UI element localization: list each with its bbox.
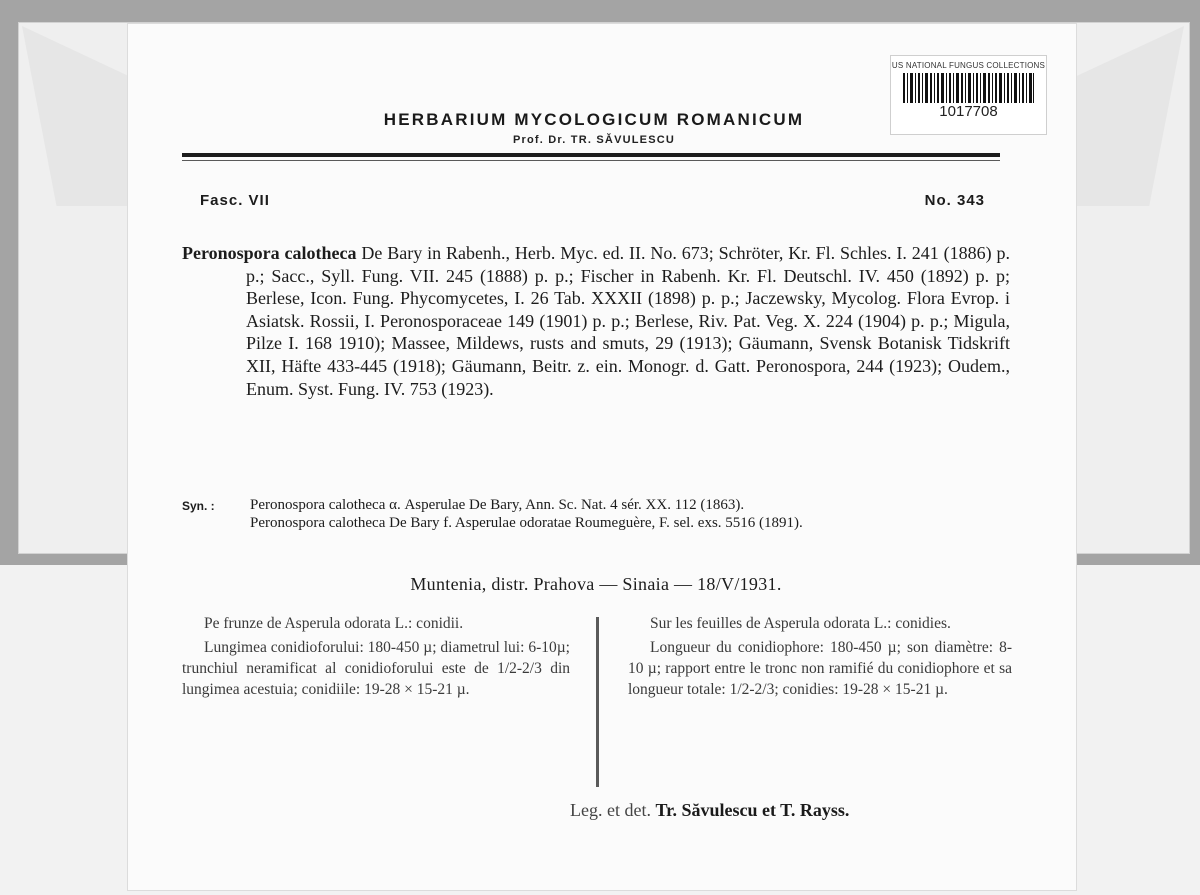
species-citation — [182, 242, 1010, 400]
header-rule-thick — [182, 153, 1000, 157]
herbarium-director: Prof. Dr. TR. SĂVULESCU — [512, 134, 676, 146]
header-rule-thin — [182, 160, 1000, 161]
fascicle-label: Fasc. VII — [200, 192, 270, 209]
specimen-number: No. 343 — [924, 192, 985, 209]
synonyms-label: Syn. : — [182, 499, 215, 513]
collector-prefix: Leg. et det. — [570, 800, 651, 820]
collector-line — [570, 800, 1010, 821]
romanian-description — [182, 613, 570, 700]
citation-text: De Bary in Rabenh., Herb. Myc. ed. II. No. 673; Schröter, Kr. Fl. Schles. I. 241 (1886) p. p.; Sacc., Syll. Fung. VII. 245 (1888) p. p.; Fischer in Rabenh. Kr. Fl. Deutschl. IV. 450 (1892) p. p; Berlese, Icon. Fung. Phycomycetes, I. 26 Tab. XXXII (1898) p. p.; Jaczewsky, Mycolog. Flora Evrop. i Asiatsk. Rossii, I. Peronosporaceae 149 (1901) p. p.; Berlese, Riv. Pat. Veg. X. 224 (1904) p. p.; Migula, Pilze I. 168 1910); Massee, Mildews, rusts and smuts, 29 (1913); Gäumann, Svensk Botanisk Tidskrift XII, Häfte 433-445 (1918); Gäumann, Beitr. z. ein. Monogr. d. Gatt. Peronospora, 244 (1923); Oudem., Enum. Syst. Fung. IV. 753 (1923). — [246, 243, 1011, 399]
species-name: Peronospora calotheca — [182, 243, 357, 263]
barcode-number: 1017708 — [939, 103, 998, 120]
synonym-line: Peronospora calotheca De Bary f. Asperulae odoratae Roumeguère, F. sel. exs. 5516 (1891). — [250, 514, 803, 531]
herbarium-title: HERBARIUM MYCOLOGICUM ROMANICUM — [383, 110, 805, 129]
french-host: Sur les feuilles de Asperula odorata L.: conidies. — [650, 615, 951, 632]
synonyms-block — [250, 497, 1010, 532]
romanian-measurements: Lungimea conidioforului: 180-450 µ; diametrul lui: 6-10µ; trunchiul neramificat al conidioforului este de 1/2-2/3 din lungimea acestuia; conidiile: 19-28 × 15-21 µ. — [182, 639, 570, 698]
synonym-line: Peronospora calotheca α. Asperulae De Bary, Ann. Sc. Nat. 4 sér. XX. 112 (1863). — [250, 497, 745, 513]
collector-names: Tr. Săvulescu et T. Rayss. — [655, 800, 850, 820]
barcode-icon — [903, 73, 1034, 103]
french-description — [628, 613, 1012, 700]
french-measurements: Longueur du conidiophore: 180-450 µ; son diamètre: 8-10 µ; rapport entre le tronc non ramifié du conidiophore et sa longueur totale: 1/2-2/3; conidies: 19-28 × 15-21 µ. — [628, 639, 1012, 698]
romanian-host: Pe frunze de Asperula odorata L.: conidii. — [204, 615, 464, 632]
locality-line: Muntenia, distr. Prahova — Sinaia — 18/V/1931. — [410, 574, 782, 594]
barcode-title: US NATIONAL FUNGUS COLLECTIONS — [891, 61, 1046, 70]
column-divider — [596, 617, 599, 787]
